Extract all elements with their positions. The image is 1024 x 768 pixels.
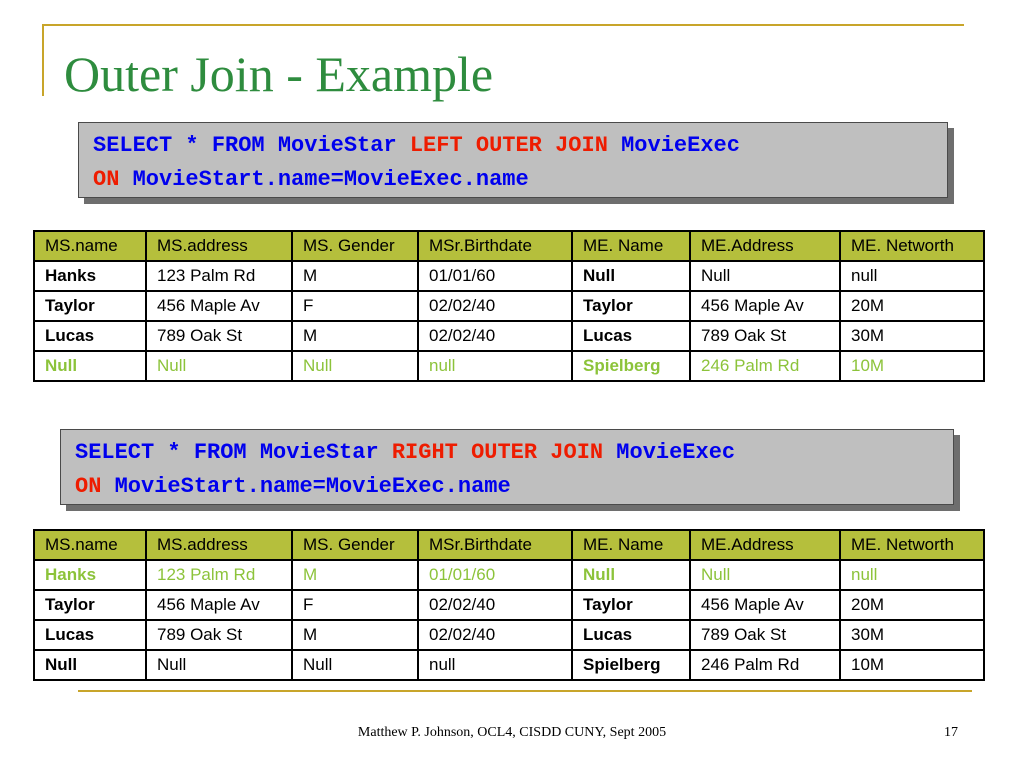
column-header: ME.Address xyxy=(690,231,840,261)
column-header: MSr.Birthdate xyxy=(418,530,572,560)
sql-on-keyword: ON xyxy=(93,167,120,192)
column-header: MS. Gender xyxy=(292,530,418,560)
table-cell: M xyxy=(292,261,418,291)
sql-join-table: MovieExec xyxy=(603,440,736,465)
sql-query-right-join xyxy=(60,429,954,505)
sql-join-keyword: LEFT OUTER JOIN xyxy=(409,133,608,158)
sql-on-keyword: ON xyxy=(75,474,102,499)
table-cell: Taylor xyxy=(34,590,146,620)
table-cell: Hanks xyxy=(34,261,146,291)
table-cell: Taylor xyxy=(572,590,690,620)
table-cell: Null xyxy=(572,560,690,590)
table-cell: 789 Oak St xyxy=(690,321,840,351)
table-cell: Hanks xyxy=(34,560,146,590)
table-cell: 789 Oak St xyxy=(146,321,292,351)
table-cell: null xyxy=(840,560,984,590)
table-cell: Null xyxy=(34,650,146,680)
table-cell: Lucas xyxy=(34,321,146,351)
table-row xyxy=(34,650,984,680)
table-cell: 456 Maple Av xyxy=(690,291,840,321)
right-join-result-table xyxy=(33,529,985,681)
table-cell: M xyxy=(292,321,418,351)
bottom-accent-line xyxy=(78,690,972,692)
table-cell: 10M xyxy=(840,650,984,680)
table-row xyxy=(34,291,984,321)
table-cell: Null xyxy=(572,261,690,291)
table-cell: 30M xyxy=(840,620,984,650)
table-cell: 30M xyxy=(840,321,984,351)
column-header: MSr.Birthdate xyxy=(418,231,572,261)
table-cell: Lucas xyxy=(572,321,690,351)
table-cell: 246 Palm Rd xyxy=(690,351,840,381)
sql-join-table: MovieExec xyxy=(607,133,740,158)
table-cell: Null xyxy=(690,261,840,291)
page-number: 17 xyxy=(944,725,958,740)
table-cell: 20M xyxy=(840,590,984,620)
column-header: MS. Gender xyxy=(292,231,418,261)
column-header: ME.Address xyxy=(690,530,840,560)
table-cell: Spielberg xyxy=(572,650,690,680)
table-cell: 123 Palm Rd xyxy=(146,560,292,590)
table-row-unmatched xyxy=(34,560,984,590)
table-cell: 01/01/60 xyxy=(418,560,572,590)
table-cell: null xyxy=(840,261,984,291)
table-header-row xyxy=(34,530,984,560)
table-cell: M xyxy=(292,620,418,650)
sql-line-1 xyxy=(93,129,947,163)
table-cell: 02/02/40 xyxy=(418,291,572,321)
table-cell: 123 Palm Rd xyxy=(146,261,292,291)
left-join-result-table xyxy=(33,230,985,382)
table-cell: Lucas xyxy=(572,620,690,650)
sql-query-left-join xyxy=(78,122,948,198)
table-row xyxy=(34,590,984,620)
column-header: MS.address xyxy=(146,530,292,560)
table-cell: 246 Palm Rd xyxy=(690,650,840,680)
table-row xyxy=(34,620,984,650)
top-accent-line xyxy=(42,24,964,26)
column-header: MS.address xyxy=(146,231,292,261)
table-cell: Null xyxy=(292,351,418,381)
table-cell: 01/01/60 xyxy=(418,261,572,291)
table-cell: 02/02/40 xyxy=(418,590,572,620)
table-cell: Taylor xyxy=(572,291,690,321)
table-cell: Spielberg xyxy=(572,351,690,381)
table-row xyxy=(34,321,984,351)
table-cell: 10M xyxy=(840,351,984,381)
table-cell: 456 Maple Av xyxy=(146,590,292,620)
sql-line-2 xyxy=(93,163,947,197)
table-cell: Taylor xyxy=(34,291,146,321)
column-header: MS.name xyxy=(34,530,146,560)
footer-credit: Matthew P. Johnson, OCL4, CISDD CUNY, Sept 2005 xyxy=(357,725,667,740)
column-header: ME. Name xyxy=(572,530,690,560)
sql-select-clause: SELECT * FROM MovieStar xyxy=(93,133,410,158)
table-cell: 456 Maple Av xyxy=(146,291,292,321)
table-row-unmatched xyxy=(34,351,984,381)
table-cell: 20M xyxy=(840,291,984,321)
table-cell: Lucas xyxy=(34,620,146,650)
table-cell: Null xyxy=(146,351,292,381)
table-cell: Null xyxy=(690,560,840,590)
sql-select-clause: SELECT * FROM MovieStar xyxy=(75,440,392,465)
table-cell: null xyxy=(418,351,572,381)
table-cell: null xyxy=(418,650,572,680)
table-cell: 456 Maple Av xyxy=(690,590,840,620)
table-cell: Null xyxy=(292,650,418,680)
table-cell: 789 Oak St xyxy=(690,620,840,650)
column-header: ME. Name xyxy=(572,231,690,261)
table-cell: Null xyxy=(146,650,292,680)
table-row xyxy=(34,261,984,291)
sql-join-keyword: RIGHT OUTER JOIN xyxy=(391,440,604,465)
slide-title: Outer Join - Example xyxy=(64,46,494,102)
sql-line-2 xyxy=(75,470,953,504)
table-header-row xyxy=(34,231,984,261)
table-cell: 789 Oak St xyxy=(146,620,292,650)
table-cell: 02/02/40 xyxy=(418,620,572,650)
column-header: ME. Networth xyxy=(840,530,984,560)
table-cell: F xyxy=(292,291,418,321)
sql-line-1 xyxy=(75,436,953,470)
column-header: ME. Networth xyxy=(840,231,984,261)
table-cell: M xyxy=(292,560,418,590)
table-cell: Null xyxy=(34,351,146,381)
left-accent-line xyxy=(42,24,44,96)
table-cell: 02/02/40 xyxy=(418,321,572,351)
column-header: MS.name xyxy=(34,231,146,261)
sql-join-condition: MovieStart.name=MovieExec.name xyxy=(101,474,511,499)
table-cell: F xyxy=(292,590,418,620)
sql-join-condition: MovieStart.name=MovieExec.name xyxy=(119,167,529,192)
